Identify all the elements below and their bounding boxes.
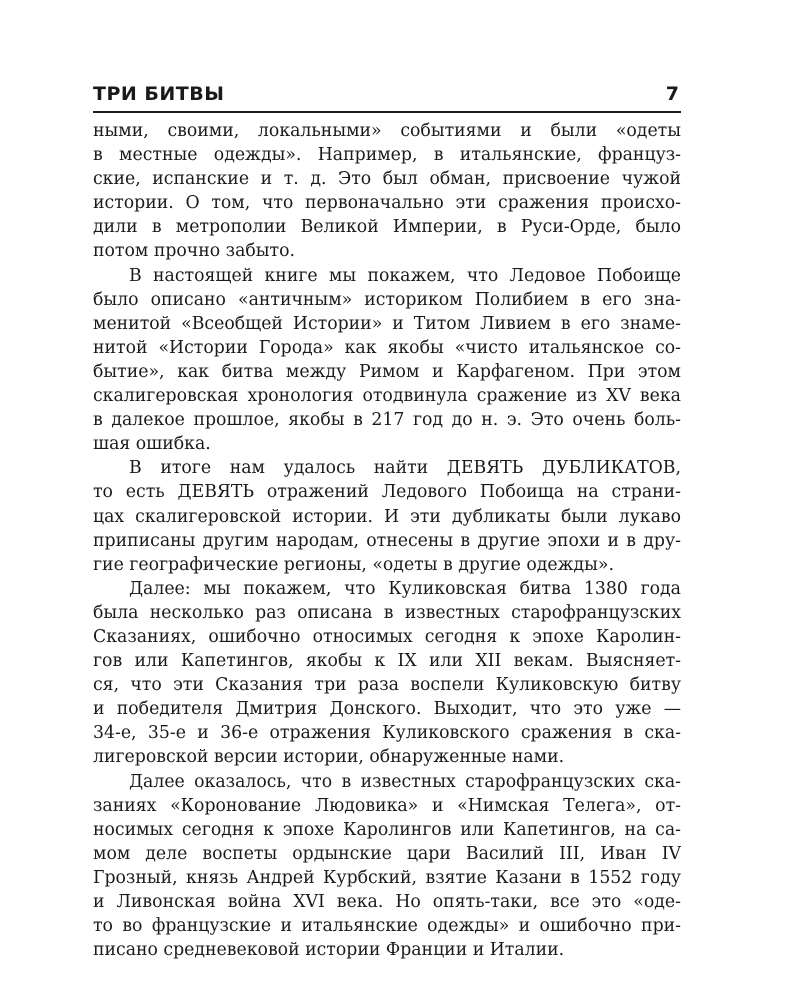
text-line: то во французские и итальянские одежды» и ошибочно при- (93, 916, 681, 937)
text-line: ся, что эти Сказания три раза воспели Куликовскую битву (93, 675, 681, 696)
text-line: В итоге нам удалось найти ДЕВЯТЬ ДУБЛИКАТОВ, (129, 458, 681, 479)
text-line: гие географические регионы, «одеты в другие одежды». (93, 554, 615, 575)
running-title: ТРИ БИТВЫ (93, 83, 225, 105)
paragraph-1 (93, 119, 681, 264)
text-line: дили в метрополии Великой Империи, в Руси-Орде, было (93, 217, 681, 238)
text-line: цах скалигеровской истории. И эти дубликаты были лукаво (93, 506, 681, 527)
text-line: в местные одежды». Например, в итальянские, француз- (93, 145, 681, 166)
text-line: была несколько раз описана в известных старофранцузских (93, 602, 681, 623)
text-line: Далее: мы покажем, что Куликовская битва 1380 года (129, 578, 681, 599)
text-line: гов или Капетингов, якобы к IX или XII векам. Выясняет- (93, 651, 681, 672)
text-line: шая ошибка. (93, 434, 211, 455)
text-line: писано средневековой истории Франции и Италии. (93, 940, 565, 961)
text-line: Далее оказалось, что в известных старофранцузских ска- (129, 771, 681, 792)
paragraph-2 (93, 264, 681, 457)
text-line: Сказаниях, ошибочно относимых сегодня к эпохе Каролин- (93, 626, 681, 647)
text-line: менитой «Всеобщей Истории» и Титом Ливием в его знаме- (93, 313, 681, 334)
text-line: приписаны другим народам, отнесены в другие эпохи и в дру- (93, 530, 681, 551)
paragraph-3 (93, 456, 681, 576)
text-line: заниях «Коронование Людовика» и «Нимская Телега», от- (93, 795, 681, 816)
body-text (93, 119, 681, 962)
text-line: ными, своими, локальными» событиями и были «одеты (93, 121, 681, 141)
text-line: скалигеровская хронология отодвинула сражение из XV века (93, 386, 681, 407)
text-line: и Ливонская война XVI века. Но опять-таки, все это «оде- (93, 892, 681, 912)
paragraph-5 (93, 770, 681, 963)
running-header (93, 81, 681, 113)
text-line: в далекое прошлое, якобы в 217 год до н. э. Это очень боль- (93, 410, 681, 431)
text-line: Грозный, князь Андрей Курбский, взятие Казани в 1552 году (93, 867, 681, 888)
text-line: мом деле воспеты ордынские цари Василий III, Иван IV (93, 843, 681, 864)
text-line: нитой «Истории Города» как якобы «чисто итальянское со- (93, 337, 681, 358)
text-line: ские, испанские и т. д. Это был обман, присвоение чужой (93, 169, 681, 190)
paragraph-4 (93, 577, 681, 770)
text-line: было описано «античным» историком Полибием в его зна- (93, 289, 681, 310)
text-line: истории. О том, что первоначально эти сражения происхо- (93, 193, 681, 214)
text-line: лигеровской версии истории, обнаруженные нами. (93, 747, 565, 768)
text-line: В настоящей книге мы покажем, что Ледовое Побоище (129, 265, 681, 286)
text-line: и победителя Дмитрия Донского. Выходит, что это уже — (93, 699, 681, 720)
page-number: 7 (665, 83, 679, 105)
text-line: 34-е, 35-е и 36-е отражения Куликовского сражения в ска- (93, 723, 681, 744)
text-line: носимых сегодня к эпохе Каролингов или Капетингов, на са- (93, 819, 681, 840)
text-line: то есть ДЕВЯТЬ отражений Ледового Побоища на страни- (93, 482, 681, 503)
text-line: бытие», как битва между Римом и Карфагеном. При этом (93, 361, 681, 382)
text-line: потом прочно забыто. (93, 241, 295, 262)
